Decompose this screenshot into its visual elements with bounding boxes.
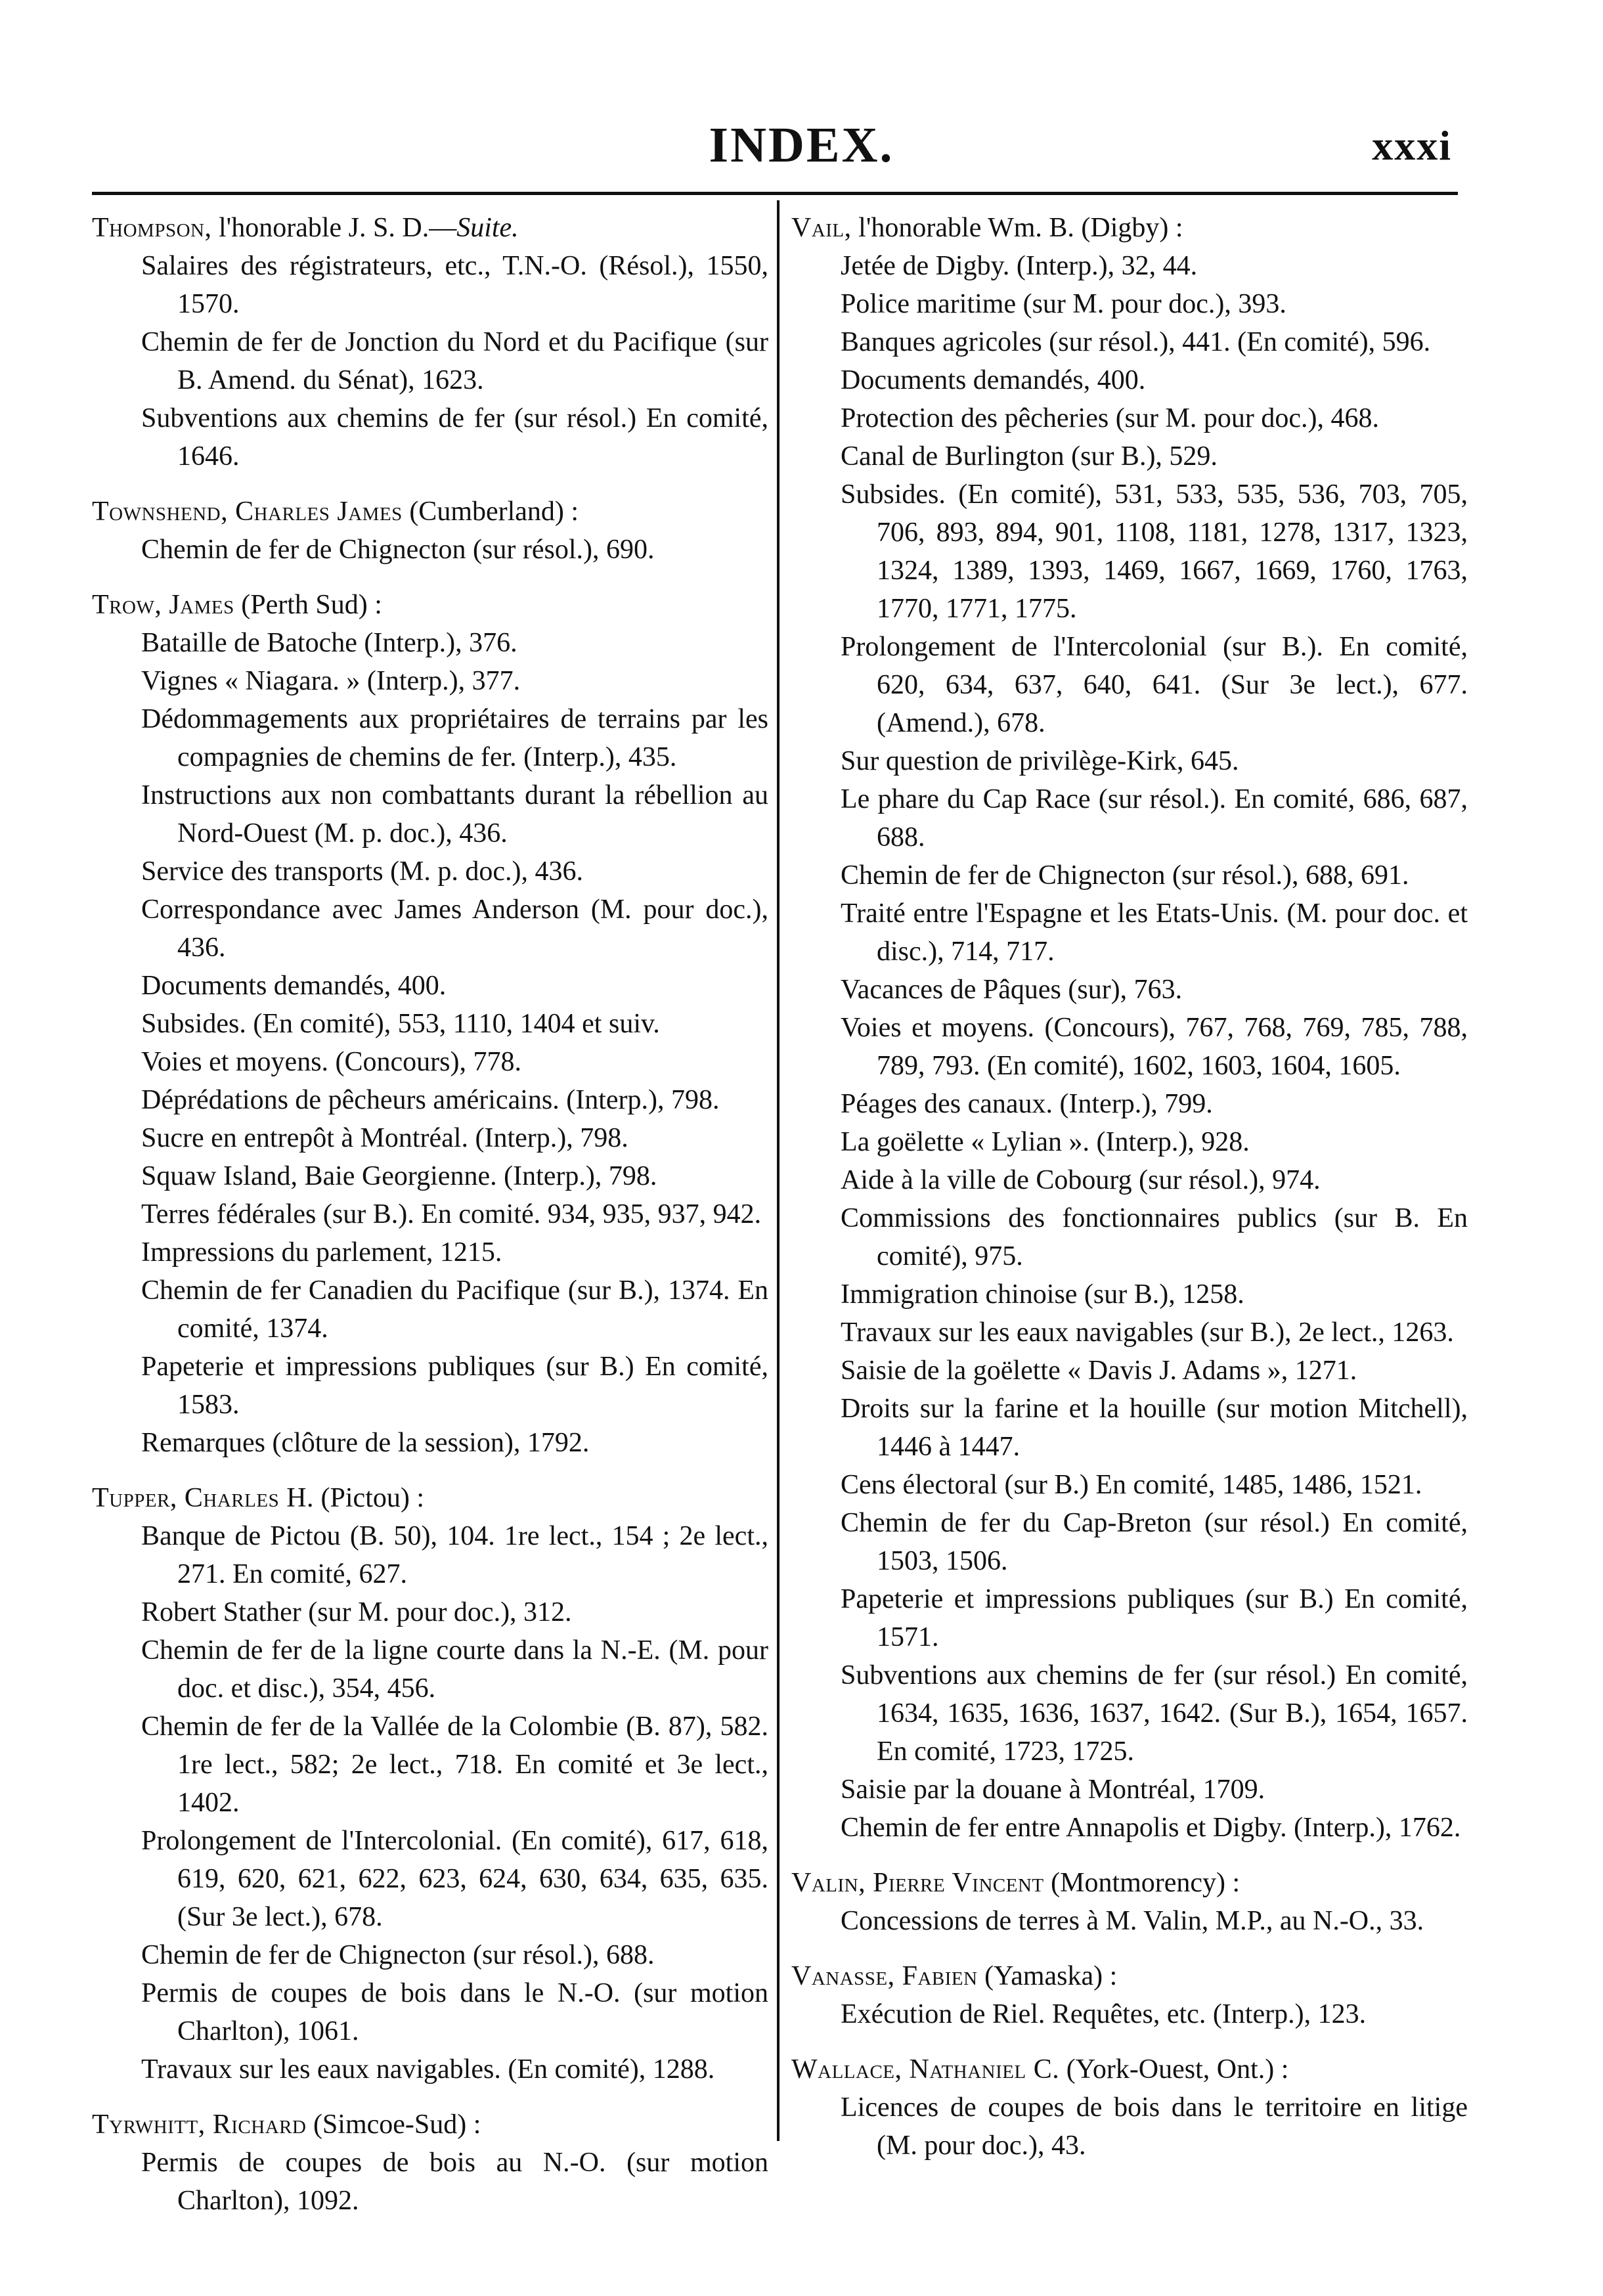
index-entry <box>791 1957 1468 2033</box>
sub-entry: Subventions aux chemins de fer (sur résol.) En comité, 1646. <box>141 403 768 472</box>
entry-heading <box>791 209 1468 247</box>
sub-entry: Bataille de Batoche (Interp.), 376. <box>141 628 517 658</box>
entry-name: Vail, <box>791 213 852 243</box>
sub-entry: La goëlette « Lylian ». (Interp.), 928. <box>841 1127 1250 1157</box>
sub-entry: Permis de coupes de bois dans le N.-O. (sur motion Charlton), 1061. <box>141 1978 768 2046</box>
sub-entry: Protection des pêcheries (sur M. pour doc.), 468. <box>841 403 1379 433</box>
entry-heading <box>92 1479 768 1517</box>
entry-suite: Suite. <box>456 213 519 243</box>
left-column <box>92 209 768 2237</box>
entry-heading <box>791 1957 1468 1995</box>
sub-entry: Prolongement de l'Intercolonial. (En comité), 617, 618, 619, 620, 621, 622, 623, 624, 630, 634, 635, 635. (Sur 3e lect.), 678. <box>141 1826 768 1932</box>
sub-entry: Saisie de la goëlette « Davis J. Adams », 1271. <box>841 1356 1357 1386</box>
sub-entry: Dédommagements aux propriétaires de terrains par les compagnies de chemins de fer. (Interp.), 435. <box>141 704 768 772</box>
sub-entry: Travaux sur les eaux navigables (sur B.), 2e lect., 1263. <box>841 1317 1454 1348</box>
sub-entry: Chemin de fer entre Annapolis et Digby. (Interp.), 1762. <box>841 1813 1461 1843</box>
sub-entry: Prolongement de l'Intercolonial (sur B.). En comité, 620, 634, 637, 640, 641. (Sur 3e lect.), 677. (Amend.), 678. <box>841 632 1468 738</box>
index-entry <box>791 1864 1468 1940</box>
sub-entry: Chemin de fer de Chignecton (sur résol.), 688, 691. <box>841 860 1409 891</box>
index-entry <box>92 586 768 1462</box>
sub-entry: Déprédations de pêcheurs américains. (Interp.), 798. <box>141 1085 720 1115</box>
sub-entry: Licences de coupes de bois dans le territoire en litige (M. pour doc.), 43. <box>841 2092 1468 2161</box>
sub-entry: Instructions aux non combattants durant la rébellion au Nord-Ouest (M. p. doc.), 436. <box>141 780 768 849</box>
sub-entry: Terres fédérales (sur B.). En comité. 934, 935, 937, 942. <box>141 1199 762 1229</box>
entry-descriptor: (Cumberland) : <box>402 497 579 527</box>
entry-descriptor: (Simcoe-Sud) : <box>306 2109 481 2140</box>
sub-entry: Chemin de fer de Chignecton (sur résol.), 690. <box>141 535 655 565</box>
sub-entry: Documents demandés, 400. <box>141 971 447 1001</box>
sub-entry: Service des transports (M. p. doc.), 436. <box>141 856 584 887</box>
sub-entry: Aide à la ville de Cobourg (sur résol.), 974. <box>841 1165 1321 1195</box>
sub-entry: Chemin de fer de la ligne courte dans la N.-E. (M. pour doc. et disc.), 354, 456. <box>141 1635 768 1704</box>
entry-name: Valin, Pierre Vincent <box>791 1868 1044 1898</box>
entry-name: Thompson, <box>92 213 212 243</box>
entry-descriptor: (Montmorency) : <box>1043 1868 1241 1898</box>
sub-entry: Voies et moyens. (Concours), 767, 768, 769, 785, 788, 789, 793. (En comité), 1602, 1603, 1604, 1605. <box>841 1013 1468 1081</box>
entry-name: Tupper, Charles H. <box>92 1483 315 1513</box>
sub-entry: Subventions aux chemins de fer (sur résol.) En comité, 1634, 1635, 1636, 1637, 1642. (Sur B.), 1654, 1657. En comité, 1723, 1725. <box>841 1660 1468 1767</box>
sub-entry: Chemin de fer Canadien du Pacifique (sur B.), 1374. En comité, 1374. <box>141 1275 768 1344</box>
index-entry <box>791 2050 1468 2165</box>
entry-heading <box>92 586 768 624</box>
index-entry <box>791 209 1468 1847</box>
page-number: xxxi <box>1372 122 1452 169</box>
sub-entry: Squaw Island, Baie Georgienne. (Interp.), 798. <box>141 1161 657 1191</box>
sub-entry: Chemin de fer du Cap-Breton (sur résol.) En comité, 1503, 1506. <box>841 1508 1468 1576</box>
entry-descriptor: (Yamaska) : <box>977 1961 1118 1991</box>
page-title: INDEX. <box>709 118 894 173</box>
index-entry <box>92 2106 768 2220</box>
sub-entry: Saisie par la douane à Montréal, 1709. <box>841 1775 1265 1805</box>
entry-heading <box>92 2106 768 2144</box>
sub-entry: Banques agricoles (sur résol.), 441. (En comité), 596. <box>841 327 1431 357</box>
sub-entry: Chemin de fer de Jonction du Nord et du Pacifique (sur B. Amend. du Sénat), 1623. <box>141 327 768 395</box>
entry-descriptor: (York-Ouest, Ont.) : <box>1059 2054 1289 2085</box>
sub-entry: Traité entre l'Espagne et les Etats-Unis. (M. pour doc. et disc.), 714, 717. <box>841 898 1468 967</box>
entry-heading <box>92 209 768 247</box>
sub-entry: Salaires des régistrateurs, etc., T.N.-O. (Résol.), 1550, 1570. <box>141 251 768 319</box>
index-entry <box>92 209 768 475</box>
sub-entry: Jetée de Digby. (Interp.), 32, 44. <box>841 251 1198 281</box>
sub-entry: Voies et moyens. (Concours), 778. <box>141 1047 521 1077</box>
sub-entry: Le phare du Cap Race (sur résol.). En comité, 686, 687, 688. <box>841 784 1468 852</box>
sub-entry: Exécution de Riel. Requêtes, etc. (Interp.), 123. <box>841 1999 1367 2029</box>
index-entry <box>92 493 768 569</box>
sub-entry: Concessions de terres à M. Valin, M.P., au N.-O., 33. <box>841 1906 1424 1936</box>
entry-name: Townshend, Charles James <box>92 497 403 527</box>
entry-descriptor: (Pictou) : <box>314 1483 425 1513</box>
entry-name: Tyrwhitt, Richard <box>92 2109 307 2140</box>
column-divider <box>777 200 780 2141</box>
sub-entry: Impressions du parlement, 1215. <box>141 1237 502 1268</box>
sub-entry: Documents demandés, 400. <box>841 365 1146 395</box>
sub-entry: Banque de Pictou (B. 50), 104. 1re lect., 154 ; 2e lect., 271. En comité, 627. <box>141 1521 768 1589</box>
sub-entry: Sucre en entrepôt à Montréal. (Interp.), 798. <box>141 1123 628 1153</box>
entry-name: Vanasse, Fabien <box>791 1961 978 1991</box>
sub-entry: Subsides. (En comité), 553, 1110, 1404 et suiv. <box>141 1009 660 1039</box>
entry-descriptor: (Perth Sud) : <box>234 590 382 620</box>
index-entry <box>92 1479 768 2088</box>
sub-entry: Vignes « Niagara. » (Interp.), 377. <box>141 666 521 696</box>
entry-descriptor: l'honorable Wm. B. (Digby) : <box>851 213 1183 243</box>
sub-entry: Remarques (clôture de la session), 1792. <box>141 1428 590 1458</box>
sub-entry: Subsides. (En comité), 531, 533, 535, 536, 703, 705, 706, 893, 894, 901, 1108, 1181, 1278, 1317, 1323, 1324, 1389, 1393, 1469, 1667, 1669, 1760, 1763, 1770, 1771, 1775. <box>841 479 1468 624</box>
sub-entry: Travaux sur les eaux navigables. (En comité), 1288. <box>141 2054 715 2085</box>
entry-name: Wallace, Nathaniel C. <box>791 2054 1060 2085</box>
sub-entry: Droits sur la farine et la houille (sur motion Mitchell), 1446 à 1447. <box>841 1394 1468 1462</box>
sub-entry: Papeterie et impressions publiques (sur B.) En comité, 1583. <box>141 1352 768 1420</box>
sub-entry: Péages des canaux. (Interp.), 799. <box>841 1089 1213 1119</box>
entry-heading <box>791 2050 1468 2088</box>
entry-heading <box>791 1864 1468 1902</box>
sub-entry: Correspondance avec James Anderson (M. pour doc.), 436. <box>141 894 768 963</box>
sub-entry: Chemin de fer de Chignecton (sur résol.), 688. <box>141 1940 655 1970</box>
entry-name: Trow, James <box>92 590 234 620</box>
sub-entry: Immigration chinoise (sur B.), 1258. <box>841 1279 1244 1310</box>
sub-entry: Robert Stather (sur M. pour doc.), 312. <box>141 1597 572 1627</box>
entry-descriptor: l'honorable J. S. D.— <box>211 213 457 243</box>
header-rule <box>92 192 1458 195</box>
sub-entry: Commissions des fonctionnaires publics (sur B. En comité), 975. <box>841 1203 1468 1271</box>
sub-entry: Vacances de Pâques (sur), 763. <box>841 975 1183 1005</box>
sub-entry: Cens électoral (sur B.) En comité, 1485, 1486, 1521. <box>841 1470 1422 1500</box>
sub-entry: Papeterie et impressions publiques (sur B.) En comité, 1571. <box>841 1584 1468 1652</box>
sub-entry: Chemin de fer de la Vallée de la Colombie (B. 87), 582. 1re lect., 582; 2e lect., 718. En comité et 3e lect., 1402. <box>141 1711 768 1818</box>
entry-heading <box>92 493 768 531</box>
right-column <box>791 209 1468 2182</box>
sub-entry: Canal de Burlington (sur B.), 529. <box>841 441 1218 472</box>
sub-entry: Sur question de privilège-Kirk, 645. <box>841 746 1239 776</box>
sub-entry: Permis de coupes de bois au N.-O. (sur motion Charlton), 1092. <box>141 2148 768 2216</box>
sub-entry: Police maritime (sur M. pour doc.), 393. <box>841 289 1286 319</box>
